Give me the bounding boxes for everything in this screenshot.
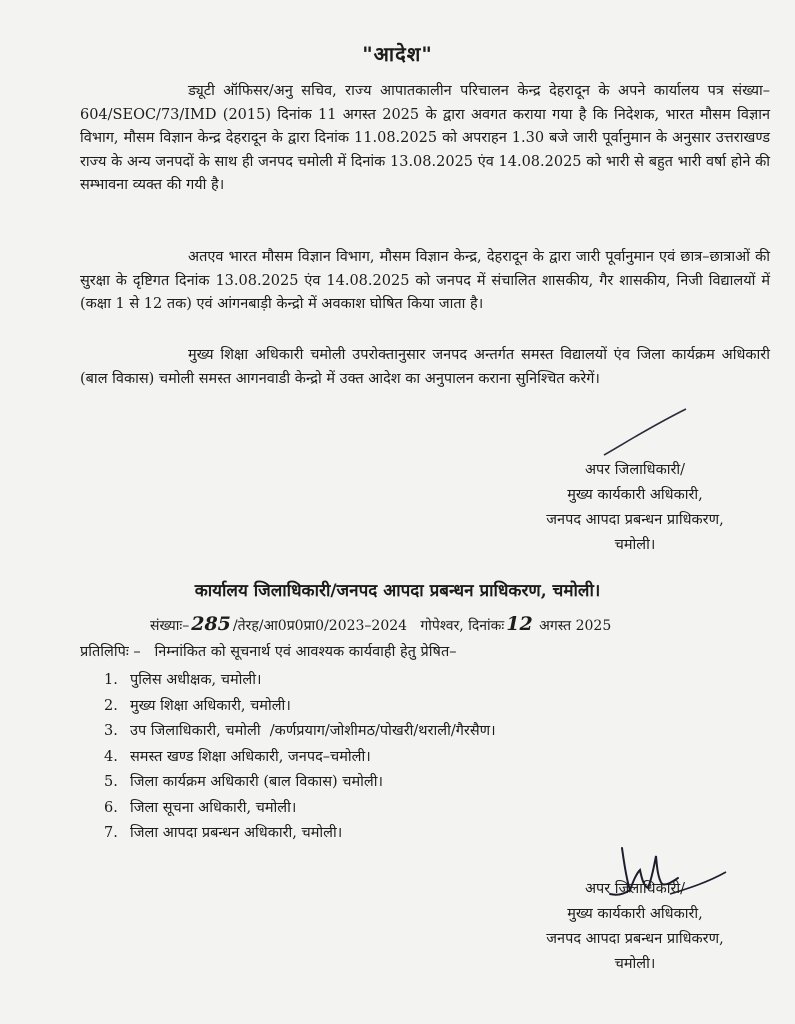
list-item-text: समस्त खण्ड शिक्षा अधिकारी, जनपद–चमोली। — [130, 748, 371, 765]
list-item-number: 3. — [104, 723, 118, 739]
list-item-number: 5. — [104, 774, 118, 790]
signature-designation-3: जनपद आपदा प्रबन्धन प्राधिकरण, — [546, 512, 724, 528]
signature-block-1 — [500, 458, 770, 558]
copy-intro: प्रतिलिपिः – निम्नांकित को सूचनार्थ एवं आवश्यक कार्यवाही हेतु प्रेषित– — [80, 644, 457, 660]
reference-number: 285 — [191, 613, 231, 635]
list-item-text: उप जिलाधिकारी, चमोली /कर्णप्रयाग/जोशीमठ/पोखरी/थराली/गैरसैण। — [130, 723, 496, 739]
signature-stroke-1 — [600, 405, 690, 460]
order-paragraph-3: मुख्य शिक्षा अधिकारी चमोली उपरोक्तानुसार जनपद अन्तर्गत समस्त विद्यालयों एंव जिला कार्यक्रम अधिकारी (बाल विकास) चमोली समस्त आगनवाडी केन्द्रो में उक्त आदेश का अनुपालन कराना सुनिश्चित करेगें। — [80, 347, 770, 387]
list-item-number: 7. — [104, 825, 118, 841]
list-item-number: 6. — [104, 799, 118, 816]
order-paragraph-1: ड्यूटी ऑफिसर/अनु सचिव, राज्य आपातकालीन परिचालन केन्द्र देहरादून के अपने कार्यालय पत्र संख्या–604/SEOC/73/IMD (2015) दिनांक 11 अगस्त 2025 के द्वारा अवगत कराया गया है कि निदेशक, भारत मौसम विज्ञान विभाग, मौसम विज्ञान केन्द्र देहरादून के द्वारा दिनांक 11.08.2025 को अपराहन 1.30 बजे जारी पूर्वानुमान के अनुसार उत्तराखण्ड राज्य के अन्य जनपदों के साथ ही जनपद चमोली में दिनांक 13.08.2025 एंव 14.08.2025 को भारी से बहुत भारी वर्षा होने की सम्भावना व्यक्त की गयी है। — [80, 83, 770, 193]
signature-designation-4: चमोली। — [614, 537, 656, 553]
list-item-text: मुख्य शिक्षा अधिकारी, चमोली। — [130, 697, 291, 714]
list-item — [104, 745, 764, 771]
office-header: कार्यालय जिलाधिकारी/जनपद आपदा प्रबन्धन प्राधिकरण, चमोली। — [194, 581, 601, 601]
list-item-number: 2. — [104, 697, 118, 714]
recipient-list — [104, 668, 764, 847]
signature-designation-3: जनपद आपदा प्रबन्धन प्राधिकरण, — [546, 931, 724, 947]
list-item — [104, 796, 764, 822]
reference-day: 12 — [506, 613, 533, 635]
reference-line — [150, 613, 770, 635]
list-item — [104, 694, 764, 720]
order-title: "आदेश" — [362, 42, 433, 66]
list-item — [104, 668, 764, 694]
list-item-text: जिला सूचना अधिकारी, चमोली। — [130, 799, 297, 816]
list-item-text: पुलिस अधीक्षक, चमोली। — [130, 672, 262, 688]
signature-block-2 — [500, 877, 770, 977]
list-item-number: 4. — [104, 748, 118, 765]
order-paragraph-2: अतएव भारत मौसम विज्ञान विभाग, मौसम विज्ञान केन्द्र, देहरादून के द्वारा जारी पूर्वानुमान एवं छात्र–छात्राओं की सुरक्षा के दृष्टिगत दिनांक 13.08.2025 एंव 14.08.2025 को जनपद में संचालित शासकीय, गैर शासकीय, निजी विद्यालयों में (कक्षा 1 से 12 तक) एवं आंगनबाड़ी केन्द्रो में अवकाश घोषित किया जाता है। — [80, 249, 770, 312]
list-item — [104, 719, 764, 745]
list-item-number: 1. — [104, 672, 118, 688]
signature-designation-4: चमोली। — [614, 956, 656, 972]
signature-designation-2: मुख्य कार्यकारी अधिकारी, — [567, 487, 703, 503]
reference-middle: /तेरह/आ0प्र0प्रा0/2023–2024 गोपेश्वर, दिनांकः — [232, 618, 505, 634]
list-item-text: जिला कार्यक्रम अधिकारी (बाल विकास) चमोली। — [130, 774, 383, 790]
list-item-text: जिला आपदा प्रबन्धन अधिकारी, चमोली। — [130, 825, 343, 841]
signature-designation-2: मुख्य कार्यकारी अधिकारी, — [567, 906, 703, 922]
signature-designation-1: अपर जिलाधिकारी/ — [584, 881, 686, 897]
reference-prefix: संख्याः– — [150, 618, 190, 634]
reference-suffix: अगस्त 2025 — [534, 618, 612, 634]
list-item — [104, 770, 764, 796]
signature-designation-1: अपर जिलाधिकारी/ — [584, 462, 686, 478]
